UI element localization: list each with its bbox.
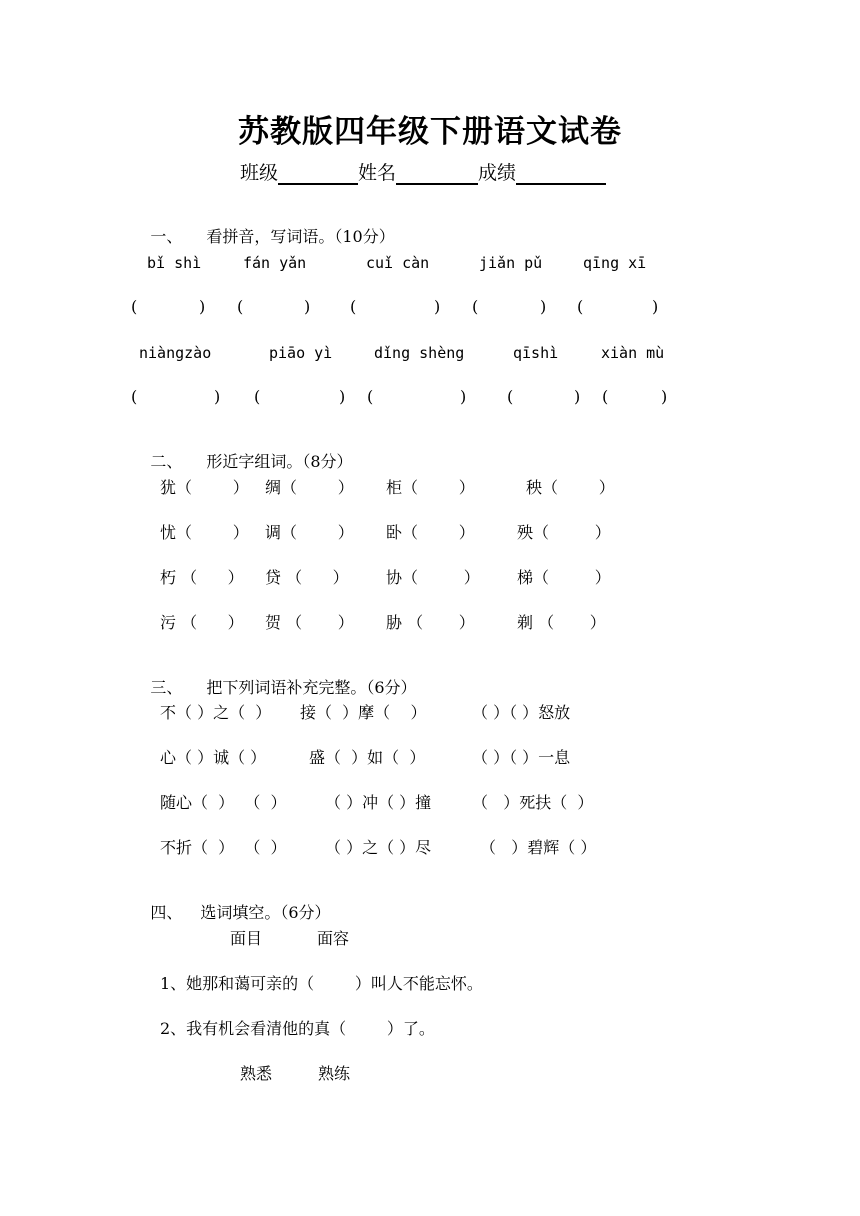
name-label: 姓名: [358, 162, 397, 184]
answer-paren-open: (: [350, 297, 357, 316]
score-label: 成绩: [478, 162, 517, 184]
answer-paren-open: (: [131, 297, 138, 316]
idiom-item: （ ）碧辉（ ）: [480, 838, 597, 857]
answer-paren-close: ): [199, 297, 206, 316]
word-group-item: 胁 （ ）: [386, 613, 475, 632]
section-2-heading: 二、 形近字组词。（8分）: [150, 452, 353, 471]
class-label: 班级: [240, 162, 279, 184]
word-group-item: 梯（ ）: [517, 568, 611, 587]
answer-paren-close: ): [460, 387, 467, 406]
answer-paren-close: ): [214, 387, 221, 406]
pinyin-item: xiàn mù: [601, 344, 665, 362]
word-group-item: 剃 （ ）: [517, 613, 606, 632]
answer-paren-open: (: [237, 297, 244, 316]
word-choice: 熟悉: [240, 1064, 273, 1083]
word-group-item: 犹（ ）: [160, 478, 249, 497]
pinyin-item: cuǐ càn: [366, 254, 430, 272]
word-group-item: 污 （ ）: [160, 613, 244, 632]
answer-paren-close: ): [652, 297, 659, 316]
answer-paren-open: (: [507, 387, 514, 406]
pinyin-item: piāo yì: [269, 344, 333, 362]
word-group-item: 殃（ ）: [517, 523, 611, 542]
word-group-item: 卧（ ）: [386, 523, 475, 542]
answer-paren-open: (: [254, 387, 261, 406]
pinyin-item: jiǎn pǔ: [479, 254, 543, 272]
word-group-item: 调（ ）: [265, 523, 354, 542]
answer-paren-close: ): [574, 387, 581, 406]
pinyin-item: niàngzào: [139, 344, 212, 362]
pinyin-item: qīng xī: [583, 254, 647, 272]
word-choice: 熟练: [318, 1064, 351, 1083]
answer-paren-close: ): [661, 387, 668, 406]
word-group-item: 贺 （ ）: [265, 613, 354, 632]
class-blank[interactable]: [278, 161, 358, 185]
answer-paren-close: ): [304, 297, 311, 316]
pinyin-item: fán yǎn: [243, 254, 307, 272]
idiom-item: 心（ ）诚（ ）: [160, 748, 267, 767]
answer-paren-open: (: [577, 297, 584, 316]
score-blank[interactable]: [516, 161, 606, 185]
section-1-heading: 一、 看拼音，写词语。（10分）: [150, 227, 395, 246]
idiom-item: （ ）（ ）一息: [472, 748, 571, 767]
answer-paren-close: ): [434, 297, 441, 316]
pinyin-item: qīshì: [513, 344, 559, 362]
fill-in-sentence: 2、我有机会看清他的真（ ）了。: [160, 1019, 435, 1038]
word-group-item: 绸（ ）: [265, 478, 354, 497]
name-blank[interactable]: [396, 161, 478, 185]
answer-paren-close: ): [540, 297, 547, 316]
section-3-heading: 三、 把下列词语补充完整。（6分）: [150, 678, 417, 697]
idiom-item: （ ）死扶（ ）: [472, 793, 594, 812]
word-choice: 面目: [230, 929, 263, 948]
word-choice: 面容: [317, 929, 350, 948]
idiom-item: （ ）之（ ）尽: [325, 838, 432, 857]
answer-paren-open: (: [367, 387, 374, 406]
word-group-item: 贷 （ ）: [265, 568, 349, 587]
student-info-line: [240, 158, 606, 185]
word-group-item: 柜（ ）: [386, 478, 475, 497]
idiom-item: 盛（ ）如（ ）: [309, 748, 426, 767]
idiom-item: 接（ ）摩（ ）: [300, 703, 427, 722]
answer-paren-open: (: [472, 297, 479, 316]
word-group-item: 协（ ）: [386, 568, 480, 587]
idiom-item: （ ）冲（ ）撞: [325, 793, 432, 812]
pinyin-item: bǐ shì: [147, 254, 202, 272]
answer-paren-close: ): [339, 387, 346, 406]
answer-paren-open: (: [602, 387, 609, 406]
page-title: 苏教版四年级下册语文试卷: [238, 114, 622, 150]
word-group-item: 忧（ ）: [160, 523, 249, 542]
idiom-item: 随心（ ） （ ）: [160, 793, 287, 812]
section-4-heading: 四、 选词填空。（6分）: [150, 903, 331, 922]
idiom-item: 不（ ）之（ ）: [160, 703, 272, 722]
pinyin-item: dǐng shèng: [374, 344, 465, 362]
fill-in-sentence: 1、她那和蔼可亲的（ ）叫人不能忘怀。: [160, 974, 483, 993]
idiom-item: （ ）（ ）怒放: [472, 703, 571, 722]
word-group-item: 朽 （ ）: [160, 568, 244, 587]
answer-paren-open: (: [131, 387, 138, 406]
word-group-item: 秧（ ）: [526, 478, 615, 497]
idiom-item: 不折（ ） （ ）: [160, 838, 287, 857]
